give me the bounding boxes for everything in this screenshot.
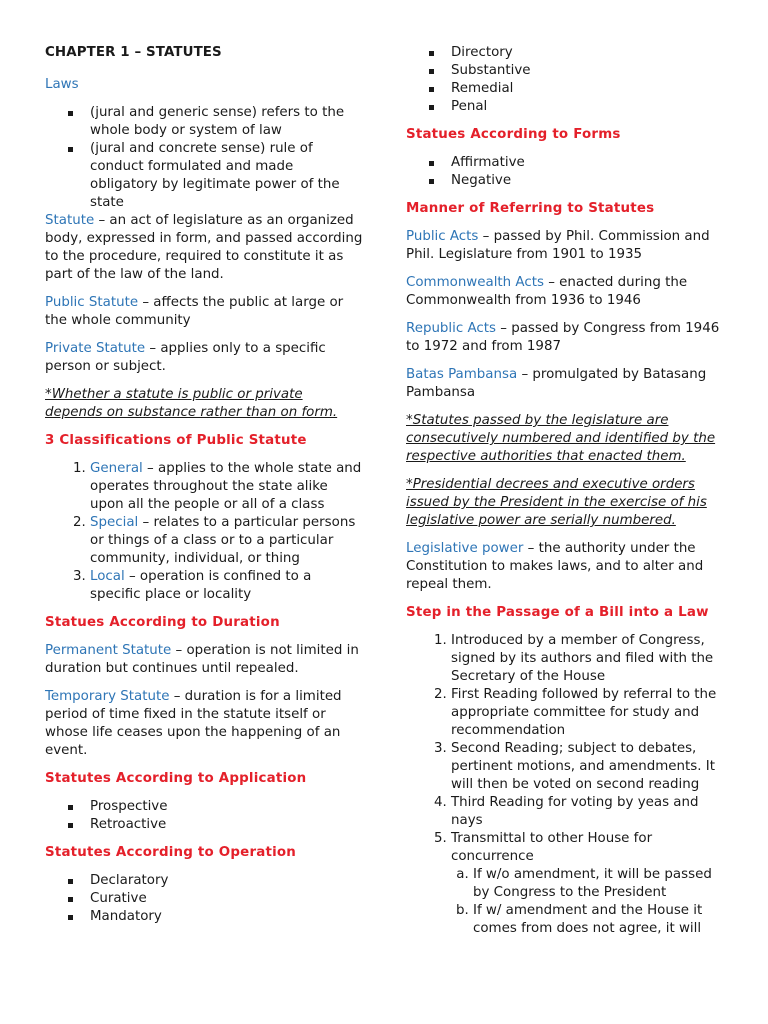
public-acts-def: – passed by Phil. Commission and Phil. Legislature from 1901 to 1935 — [406, 229, 710, 262]
chapter-title: CHAPTER 1 – STATUTES — [45, 45, 222, 60]
commonwealth-acts-definition — [406, 274, 730, 310]
right-column — [406, 44, 730, 938]
application-list — [45, 798, 363, 834]
temporary-statute-definition — [45, 688, 363, 760]
commonwealth-def: – enacted during the Commonwealth from 1936 to 1946 — [406, 275, 688, 308]
list-item — [90, 568, 363, 604]
heading-application: Statutes According to Application — [45, 771, 307, 786]
classification-def: – applies to the whole state and operates throughout the state alike upon all the people or all of a class — [90, 461, 362, 512]
list-item: Directory — [451, 44, 730, 62]
statute-definition — [45, 212, 363, 284]
list-item: 2. First Reading followed by referral to the appropriate committee for study and recommendation — [451, 686, 730, 740]
batas-term: Batas Pambansa — [406, 367, 518, 382]
steps-list — [406, 632, 730, 938]
classification-term: General — [90, 461, 143, 476]
step-text: Transmittal to other House for concurrence — [451, 831, 653, 864]
batas-pambansa-definition — [406, 366, 730, 402]
republic-term: Republic Acts — [406, 321, 497, 336]
republic-def: – passed by Congress from 1946 to 1972 and from 1987 — [406, 321, 720, 354]
heading-forms: Statues According to Forms — [406, 127, 621, 142]
permanent-def: – operation is not limited in duration but continues until repealed. — [45, 643, 359, 676]
list-item: b. If w/ amendment and the House it comes from does not agree, it will — [473, 902, 730, 938]
heading-referring: Manner of Referring to Statutes — [406, 201, 655, 216]
statute-def: – an act of legislature as an organized body, expressed in form, and passed according to the procedure, required to constitute it as part of the law of the land. — [45, 213, 363, 282]
list-item: Declaratory — [90, 872, 363, 890]
temporary-term: Temporary Statute — [45, 689, 170, 704]
classification-def: – operation is confined to a specific place or locality — [90, 569, 312, 602]
legislative-term: Legislative power — [406, 541, 524, 556]
list-item: Substantive — [451, 62, 730, 80]
heading-operation: Statutes According to Operation — [45, 845, 297, 860]
laws-label: Laws — [45, 77, 79, 92]
list-item: Affirmative — [451, 154, 730, 172]
public-acts-definition — [406, 228, 730, 264]
permanent-statute-definition — [45, 642, 363, 678]
note-numbered: *Statutes passed by the legislature are consecutively numbered and identified by the respective authorities that enacted them. — [406, 413, 716, 464]
operation-list-continued — [406, 44, 730, 116]
public-statute-definition — [45, 294, 363, 330]
classification-term: Special — [90, 515, 139, 530]
list-item: 1. Introduced by a member of Congress, signed by its authors and filed with the Secretary of the House — [451, 632, 730, 686]
heading-duration: Statues According to Duration — [45, 615, 280, 630]
public-statute-def: – affects the public at large or the whole community — [45, 295, 344, 328]
heading-steps: Step in the Passage of a Bill into a Law — [406, 605, 709, 620]
list-item: a. If w/o amendment, it will be passed by Congress to the President — [473, 866, 730, 902]
substeps-list — [451, 866, 730, 938]
classification-term: Local — [90, 569, 125, 584]
statute-term: Statute — [45, 213, 95, 228]
commonwealth-term: Commonwealth Acts — [406, 275, 544, 290]
heading-classifications: 3 Classifications of Public Statute — [45, 433, 307, 448]
list-item: Curative — [90, 890, 363, 908]
list-item: (jural and generic sense) refers to the whole body or system of law — [90, 104, 363, 140]
list-item: Remedial — [451, 80, 730, 98]
legislative-power-definition — [406, 540, 730, 594]
public-statute-term: Public Statute — [45, 295, 139, 310]
note-decrees: *Presidential decrees and executive orders issued by the President in the exercise of his legislative power are serially numbered. — [406, 477, 707, 528]
private-statute-definition — [45, 340, 363, 376]
list-item — [451, 830, 730, 938]
forms-list — [406, 154, 730, 190]
list-item — [90, 460, 363, 514]
list-item: Retroactive — [90, 816, 363, 834]
list-item — [90, 514, 363, 568]
public-acts-term: Public Acts — [406, 229, 479, 244]
permanent-term: Permanent Statute — [45, 643, 172, 658]
republic-acts-definition — [406, 320, 730, 356]
temporary-def: – duration is for a limited period of time fixed in the statute itself or whose life ceases upon the happening of an event. — [45, 689, 342, 758]
laws-list — [45, 104, 363, 212]
operation-list — [45, 872, 363, 926]
list-item: 4. Third Reading for voting by yeas and nays — [451, 794, 730, 830]
list-item: (jural and concrete sense) rule of conduct formulated and made obligatory by legitimate power of the state — [90, 140, 363, 212]
private-statute-term: Private Statute — [45, 341, 146, 356]
classification-def: – relates to a particular persons or things of a class or to a particular community, individual, or thing — [90, 515, 356, 566]
left-column — [45, 44, 363, 926]
list-item: Mandatory — [90, 908, 363, 926]
list-item: 3. Second Reading; subject to debates, pertinent motions, and amendments. It will then be voted on second reading — [451, 740, 730, 794]
classifications-list — [45, 460, 363, 604]
legislative-def: – the authority under the Constitution to makes laws, and to alter and repeal them. — [406, 541, 704, 592]
note-public-private: *Whether a statute is public or private depends on substance rather than on form. — [45, 387, 338, 420]
list-item: Prospective — [90, 798, 363, 816]
batas-def: – promulgated by Batasang Pambansa — [406, 367, 707, 400]
list-item: Penal — [451, 98, 730, 116]
private-statute-def: – applies only to a specific person or subject. — [45, 341, 326, 374]
list-item: Negative — [451, 172, 730, 190]
